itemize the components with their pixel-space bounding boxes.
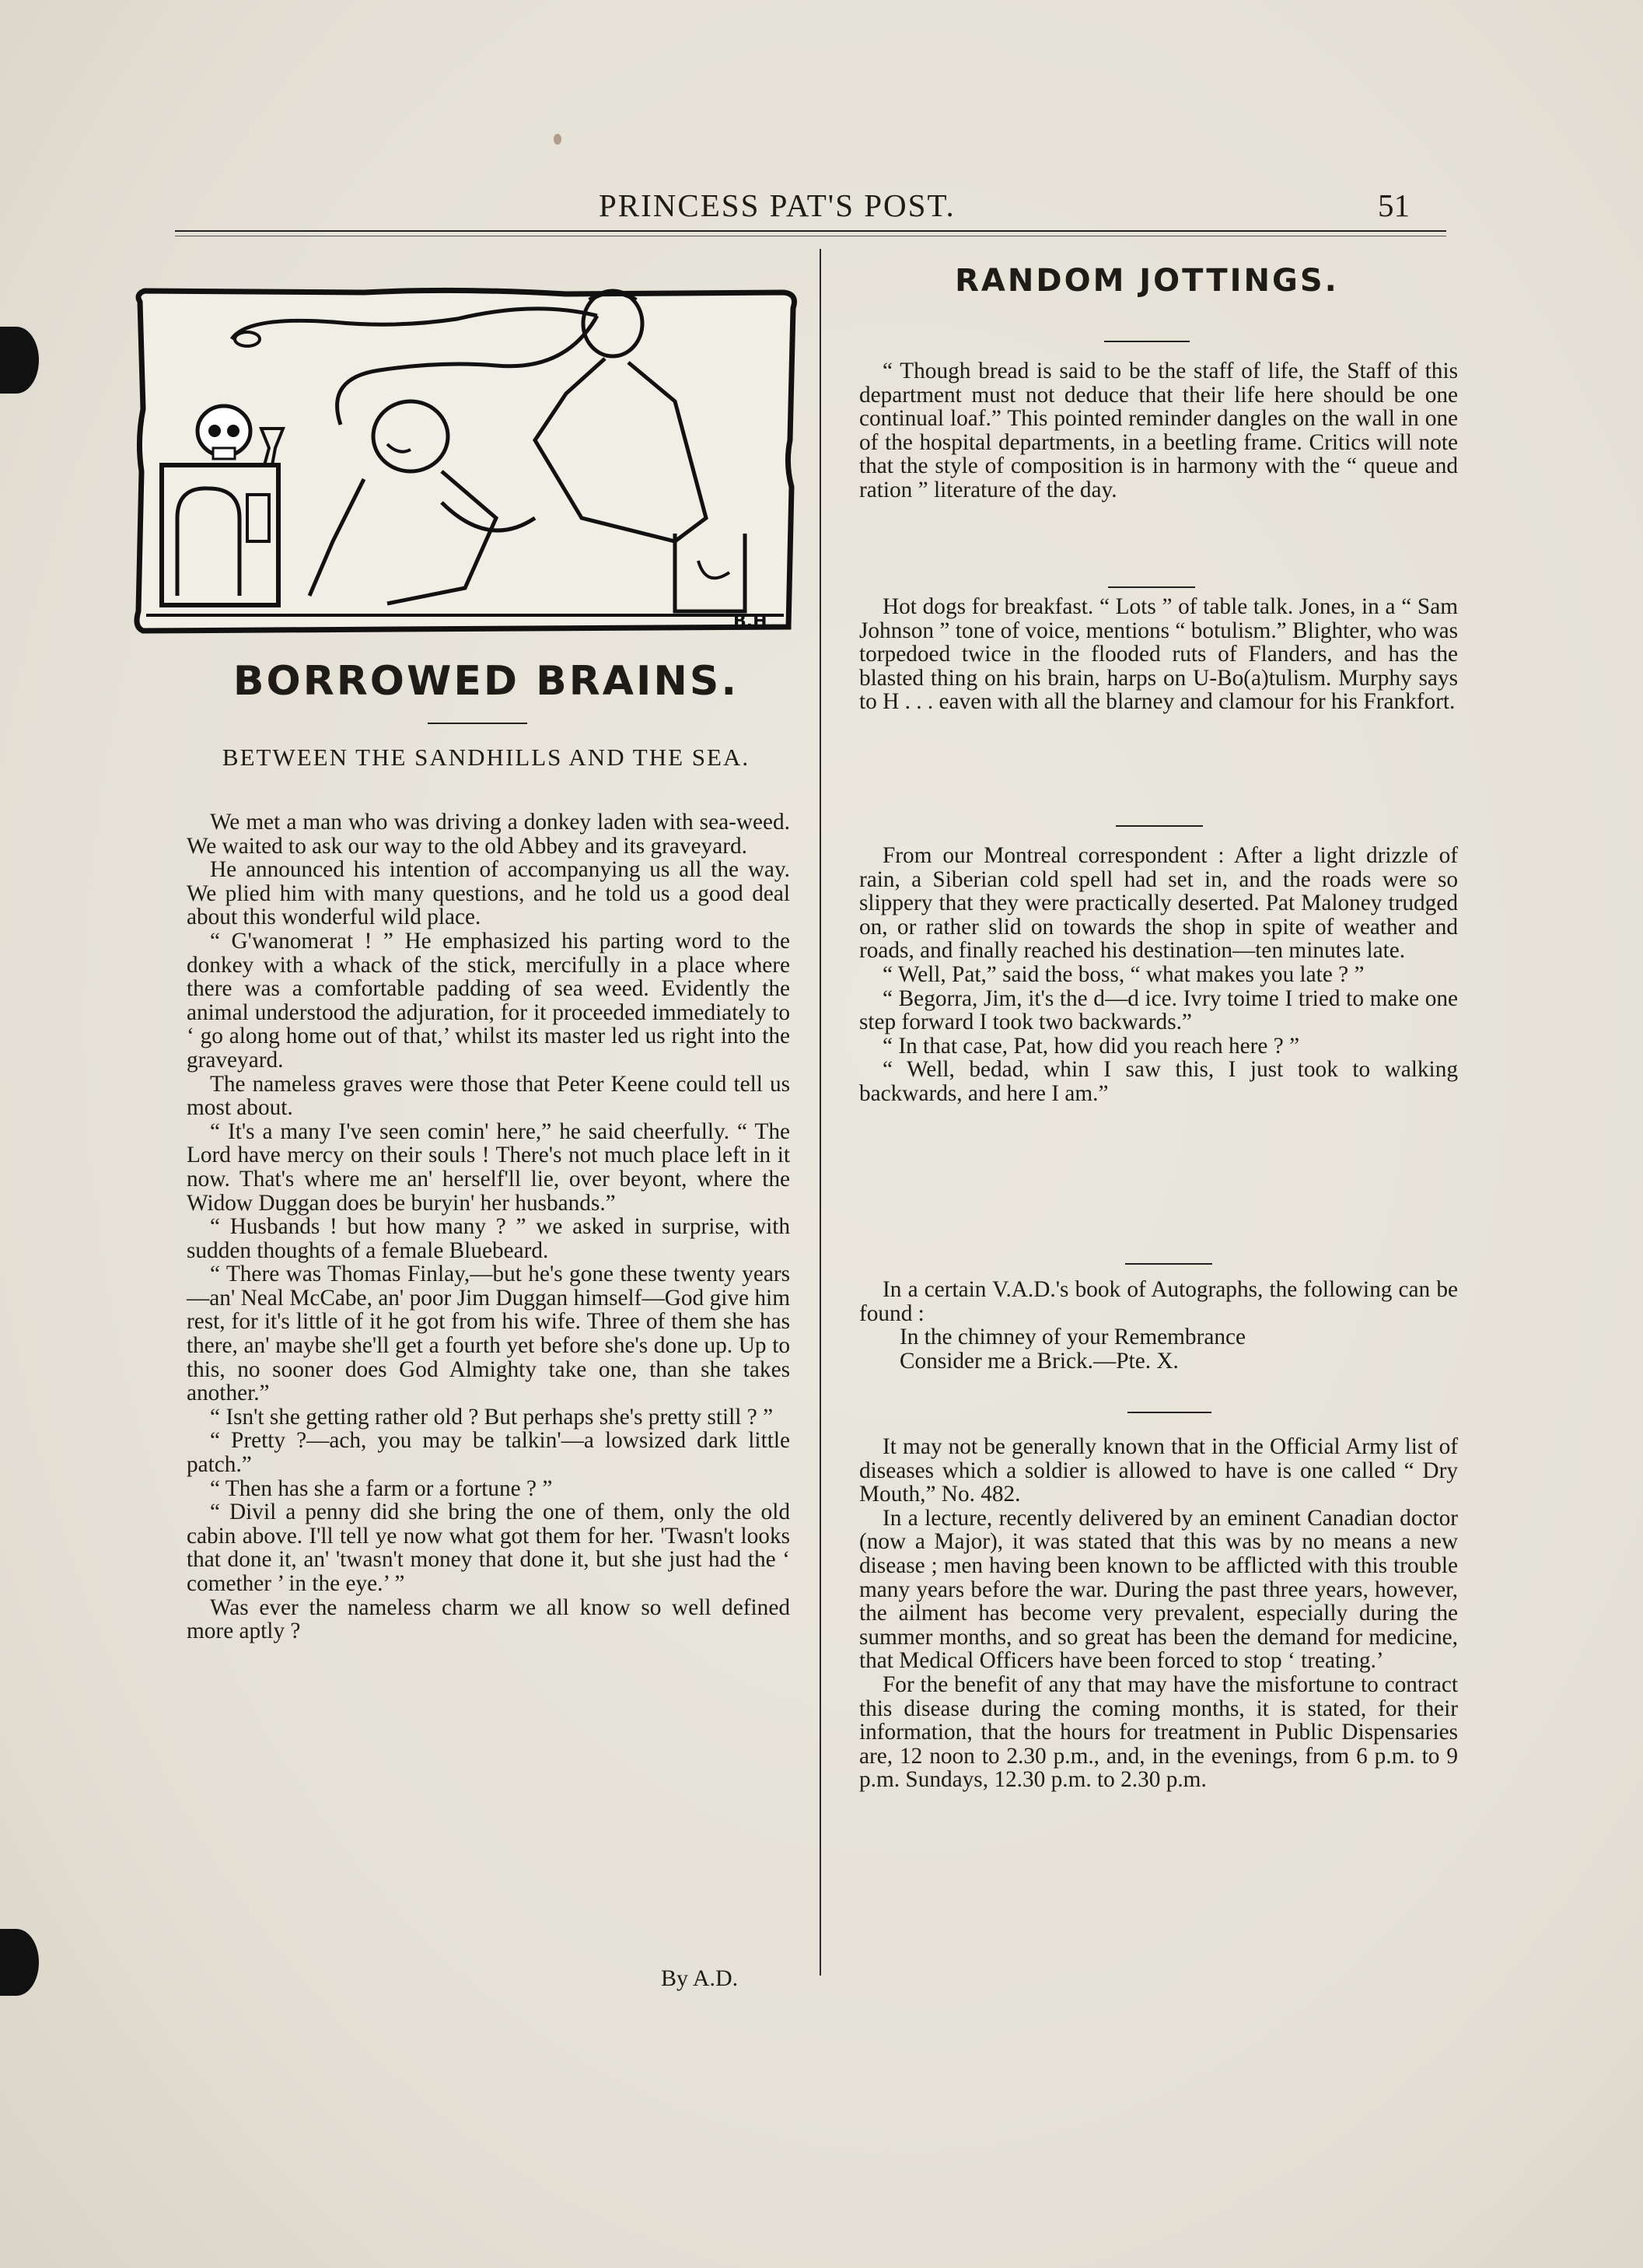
paragraph: We met a man who was driving a donkey laden with sea-weed. We waited to ask our way to the old Abbey and its graveyard.	[187, 810, 790, 859]
paragraph: “ Divil a penny did she bring the one of them, only the old cabin above. I'll tell ye now what got them for her. 'Twasn't looks that done it, an' 'twasn't money that done it, but she just had the ‘ comether ’ in the eye.’ ”	[187, 1500, 790, 1596]
borrowed-brains-body	[187, 810, 790, 1643]
column-divider	[820, 249, 821, 1976]
binding-hole	[0, 1929, 39, 1996]
paragraph: “ Husbands ! but how many ? ” we asked in surprise, with sudden thoughts of a female Bluebeard.	[187, 1214, 790, 1263]
paragraph: Was ever the nameless charm we all know so well defined more aptly ?	[187, 1594, 790, 1644]
ink-spot	[554, 134, 561, 145]
separator-rule	[1125, 1263, 1212, 1265]
paragraph: In a certain V.A.D.'s book of Autographs, the following can be found :	[859, 1277, 1458, 1326]
jotting-hot-dogs	[859, 595, 1458, 714]
paragraph: The nameless graves were those that Peter Keene could tell us most about.	[187, 1071, 790, 1121]
paragraph: “ Then has she a farm or a fortune ? ”	[210, 1475, 553, 1501]
page-header-title: PRINCESS PAT'S POST.	[599, 187, 956, 223]
paragraph: From our Montreal correspondent : After a light drizzle of rain, a Siberian cold spell had set in, and the roads were so slippery that they were practically deserted. Pat Maloney trudged on, or rather slid on towards the shop in spite of weather and roads, and finally reached his destination—ten minutes late.	[859, 843, 1458, 964]
separator-rule	[1108, 586, 1195, 588]
paragraph: For the benefit of any that may have the misfortune to contract this disease during the coming months, it is stated, for their information, that the hours for treatment in Public Dispensaries are, 12 noon to 2.30 p.m., and, in the evenings, from 6 p.m. to 9 p.m. Sundays, 12.30 p.m. to 2.30 p.m.	[859, 1671, 1458, 1793]
jotting-montreal	[859, 844, 1458, 1106]
paragraph: It may not be generally known that in the Official Army list of diseases which a soldier is allowed to have is one called “ Dry Mouth,” No. 482.	[859, 1434, 1458, 1507]
paragraph: “ There was Thomas Finlay,—but he's gone these twenty years—an' Neal McCabe, an' poor Jim Duggan himself—God give him rest, for it's little of it he got from his wife. Three of them she has there, an' maybe she'll get a fourth yet before she's done up. Up to this, no sooner does God Almighty take one, than she takes another.”	[187, 1262, 790, 1406]
paragraph: In a lecture, recently delivered by an eminent Canadian doctor (now a Major), it was stated that this was by no means a new disease ; men having been known to be afflicted with this trouble many years before the war. During the past three years, however, the ailment has become very prevalent, especially during the summer months, and so great has been the demand for medicine, that Medical Officers have been forced to stop ‘ treating.’	[859, 1505, 1458, 1674]
svg-text:B.H: B.H	[733, 612, 767, 632]
cartoon-illustration	[131, 285, 802, 639]
paragraph: “ G'wanomerat ! ” He emphasized his parting word to the donkey with a whack of the stick, mercifully in a place where there was a comfortable padding of sea weed. Evidently the animal understood the adjuration, for it proceeded immediately to ‘ go along home out of that,’ whilst its master led us right into the graveyard.	[187, 928, 790, 1073]
paragraph: “ It's a many I've seen comin' here,” he said cheerfully. “ The Lord have mercy on their souls ! There's not much place left in it now. That's where me an' herself'll lie, over beyont, where the Widow Duggan does be buryin' her husbands.”	[187, 1118, 790, 1216]
paragraph: “ Pretty ?—ach, you may be talkin'—a lowsized dark little patch.”	[187, 1428, 790, 1478]
poem-line: In the chimney of your Remembrance	[900, 1325, 1246, 1350]
article-heading-borrowed-brains: BORROWED BRAINS.	[232, 658, 739, 705]
jotting-autographs	[859, 1278, 1458, 1373]
binding-hole	[0, 327, 39, 394]
paragraph: “ Well, bedad, whin I saw this, I just took to walking backwards, and here I am.”	[859, 1057, 1458, 1106]
header-rule	[175, 230, 1446, 232]
separator-rule	[1127, 1412, 1211, 1413]
poem-line: Consider me a Brick.—Pte. X.	[900, 1348, 1179, 1374]
paragraph: “ Isn't she getting rather old ? But perhaps she's pretty still ? ”	[210, 1404, 774, 1430]
jotting-dry-mouth	[859, 1435, 1458, 1792]
byline: By A.D.	[661, 1965, 739, 1991]
paragraph: “ In that case, Pat, how did you reach here ? ”	[883, 1033, 1300, 1059]
heading-rule	[428, 723, 527, 724]
paragraph: “ Though bread is said to be the staff of life, the Staff of this department must not deduce that their life here should be one continual loaf.” This pointed reminder dangles on the wall in one of the hospital departments, in a beetling frame. Critics will note that the style of composition is in harmony with the “ queue and ration ” literature of the day.	[859, 359, 1458, 502]
paragraph: Hot dogs for breakfast. “ Lots ” of table talk. Jones, in a “ Sam Johnson ” tone of voice, mentions “ botulism.” Blighter, who was torpedoed twice in the flooded ruts of Flanders, and has the blasted thing on his brain, harps on U-Bo(a)tulism. Murphy says to H . . . eaven with all the blarney and clamour for his Frankfort.	[859, 594, 1458, 715]
jotting-staff-of-life	[859, 359, 1458, 502]
page-number: 51	[1378, 187, 1410, 223]
paragraph: He announced his intention of accompanying us all the way. We plied him with many questions, and he told us a good deal about this wonderful wild place.	[187, 857, 790, 930]
heading-rule	[1104, 341, 1190, 342]
separator-rule	[1116, 825, 1203, 827]
article-subheading: BETWEEN THE SANDHILLS AND THE SEA.	[222, 744, 750, 771]
paragraph: “ Begorra, Jim, it's the d—d ice. Ivry toime I tried to make one step forward I took two backwards.”	[859, 985, 1458, 1035]
paragraph: “ Well, Pat,” said the boss, “ what makes you late ? ”	[883, 961, 1365, 987]
article-heading-random-jottings: RANDOM JOTTINGS.	[955, 263, 1339, 299]
